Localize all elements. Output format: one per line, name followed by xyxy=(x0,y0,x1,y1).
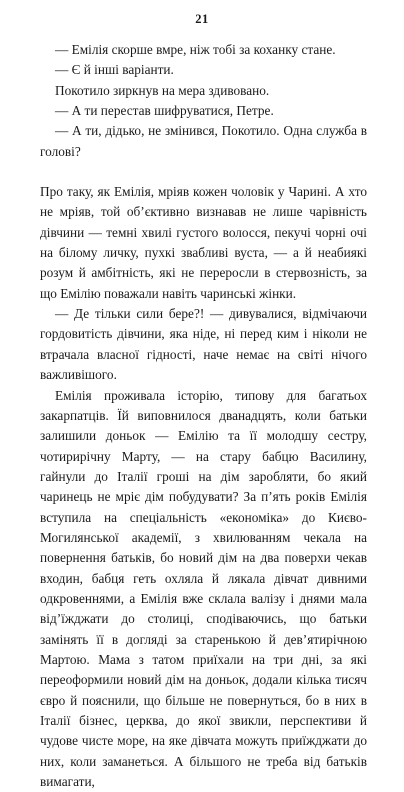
paragraph-story: Емілія проживала історію, типову для багатьох закарпатців. Їй виповнилося дванадцять, коли батьки залишили доньок — Емілію та її молодшу сестру, чотирирічну Марту, — на стару бабцю Василину, гайнули до Італії гроші на дім заробляти, бо який чаринець не мріє дім побудувати? За п’ять років Емілія вступила на спеціальність «економіка» до Києво-Могилянської академії, з хвилюванням чекала на повернення батьків, бо новий дім на два поверхи чекав входин, бабця геть охляла й лякала дівчат дивними одкровеннями, а Емілія вже склала валізу і днями мала від’їжджати до столиці, сподіваючись, що батьки замінять її в догляді за старенькою й дев’ятирічною Мартою. Мама з татом приїхали на три дні, за які переоформили новий дім на доньок, додали кілька тисяч євро й пояснили, що більше не повернуться, бо в них в Італії бізнес, церква, до якої звикли, перспективи й чудове чисте море, на яке дівчата можуть приїжджати до них, коли заманеться. А більшого не треба від батьків вимагати, xyxy=(40,386,367,792)
paragraph-narration-1: Покотило зиркнув на мера здивовано. xyxy=(40,81,367,101)
paragraph-dialogue-5: — Де тільки сили бере?! — дивувалися, відмічаючи гордовитість дівчини, яка ніде, ні перед ким і ніколи не втрачала власної гідності, наче немає на світі нічого важливішого. xyxy=(40,304,367,385)
paragraph-dialogue-2: — Є й інші варіанти. xyxy=(40,60,367,80)
page-number: 21 xyxy=(0,12,404,27)
paragraph-section-start: Про таку, як Емілія, мріяв кожен чоловік у Чарині. А хто не мріяв, той об’єктивно визнавав не лише чарівність дівчини — темні хвилі густого волосся, пекучі чорні очі на білому личку, пухкі звабливі вуста, — а й неабиякі розум й амбітність, які не переросли в стервозність, за що Емілію поважали навіть чаринські жінки. xyxy=(40,182,367,304)
paragraph-dialogue-4: — А ти, дідько, не змінився, Покотило. Одна служба в голові? xyxy=(40,121,367,162)
paragraph-dialogue-1: — Емілія скорше вмре, ніж тобі за коханку стане. xyxy=(40,40,367,60)
paragraph-dialogue-3: — А ти перестав шифруватися, Петре. xyxy=(40,101,367,121)
body-text xyxy=(40,40,367,792)
